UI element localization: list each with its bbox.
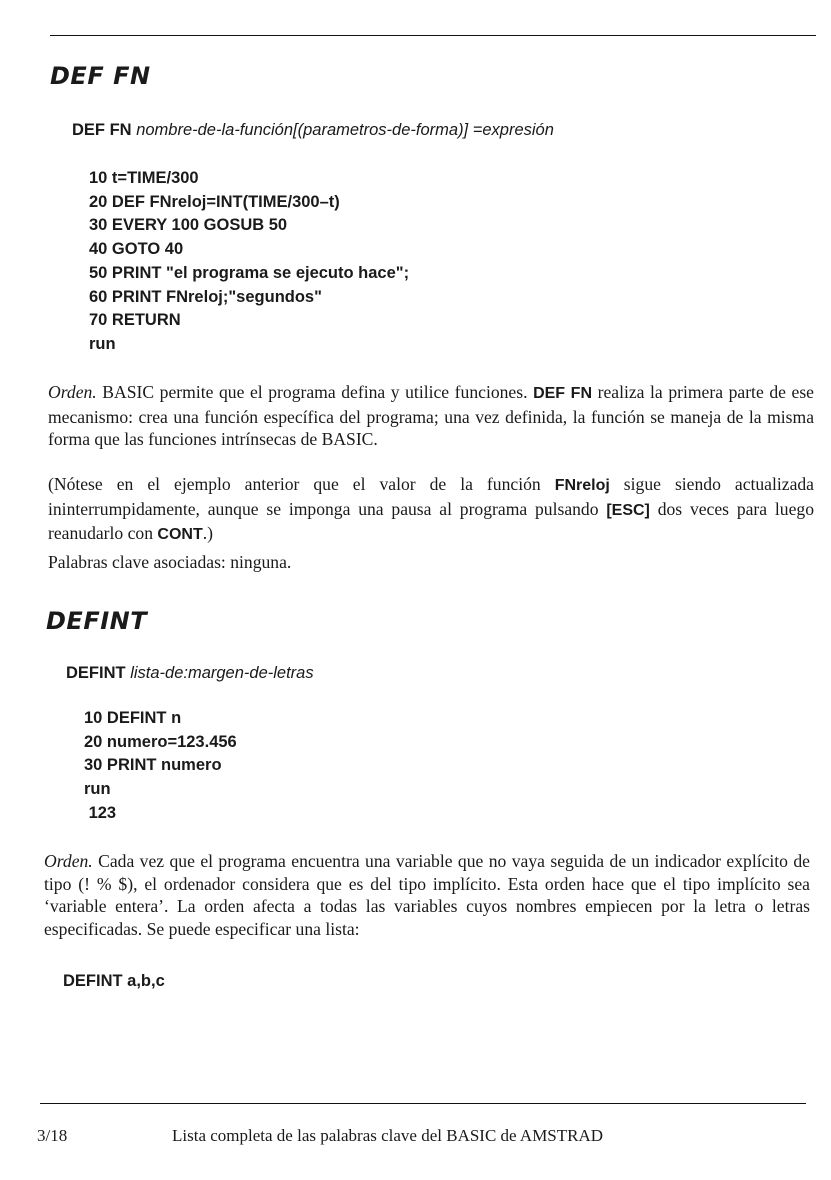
code-line: 60 PRINT FNreloj;"segundos" bbox=[89, 287, 322, 306]
code-line: 20 DEF FNreloj=INT(TIME/300–t) bbox=[89, 192, 340, 211]
code-line: run bbox=[89, 334, 116, 353]
code-line: 10 DEFINT n bbox=[84, 709, 182, 727]
code-line: 50 PRINT "el programa se ejecuto hace"; bbox=[89, 263, 410, 282]
code-line: run bbox=[84, 780, 111, 799]
defint-example: DEFINT a,b,c bbox=[63, 972, 165, 990]
code-line: 40 GOTO 40 bbox=[89, 240, 184, 259]
code-line: 123 bbox=[84, 803, 117, 822]
syntax-arguments: nombre-de-la-función[(parametros-de-forma)] =expresión bbox=[136, 121, 554, 139]
code-line: 70 RETURN bbox=[89, 311, 181, 330]
def-fn-code-listing bbox=[89, 167, 409, 357]
order-label: Orden. bbox=[44, 851, 93, 871]
code-line: 10 t=TIME/300 bbox=[89, 169, 199, 187]
def-fn-note: (Nótese en el ejemplo anterior que el valor de la función FNreloj sigue siendo actualizada ininterrumpidamente, aunque se imponga una pausa al programa pulsando [ESC] dos veces para luego reanudarlo con CONT.) bbox=[48, 474, 814, 543]
code-line: 30 EVERY 100 GOSUB 50 bbox=[89, 216, 288, 235]
section-title-defint: DEFINT bbox=[46, 607, 148, 635]
syntax-keyword: DEFINT bbox=[66, 664, 126, 682]
syntax-keyword: DEF FN bbox=[72, 121, 132, 139]
inline-keyword: FNreloj bbox=[554, 477, 610, 494]
def-fn-description: Orden. BASIC permite que el programa defina y utilice funciones. DEF FN realiza la primera parte de ese mecanismo: crea una función específica del programa; una vez definida, la función se maneja de la misma forma que las funciones intrínsecas de BASIC. bbox=[48, 382, 814, 449]
inline-keyword: DEF FN bbox=[533, 385, 593, 402]
def-fn-syntax bbox=[72, 121, 554, 140]
running-title: Lista completa de las palabras clave del BASIC de AMSTRAD bbox=[172, 1126, 604, 1145]
def-fn-associated-keywords: Palabras clave asociadas: ninguna. bbox=[48, 552, 292, 572]
bottom-rule bbox=[40, 1103, 806, 1104]
defint-code-listing bbox=[84, 707, 237, 826]
inline-keyword: CONT bbox=[157, 526, 203, 543]
inline-keyword: [ESC] bbox=[606, 501, 650, 519]
syntax-arguments: lista-de:margen-de-letras bbox=[130, 664, 314, 682]
page-number: 3/18 bbox=[37, 1126, 68, 1145]
defint-description: Orden. Cada vez que el programa encuentra una variable que no vaya seguida de un indicador explícito de tipo (! % $), el ordenador considera que es del tipo implícito. Esta orden hace que el tipo implícito sea ‘variable entera’. La orden afecta a todas las variables cuyos nombres empiecen por la letra o letras especificadas. Se puede especificar una lista: bbox=[44, 851, 810, 939]
order-label: Orden. bbox=[48, 382, 97, 402]
section-title-def-fn: DEF FN bbox=[50, 62, 151, 90]
defint-syntax bbox=[66, 664, 314, 683]
code-line: 20 numero=123.456 bbox=[84, 732, 237, 751]
code-line: 30 PRINT numero bbox=[84, 756, 222, 775]
top-rule bbox=[50, 35, 816, 36]
